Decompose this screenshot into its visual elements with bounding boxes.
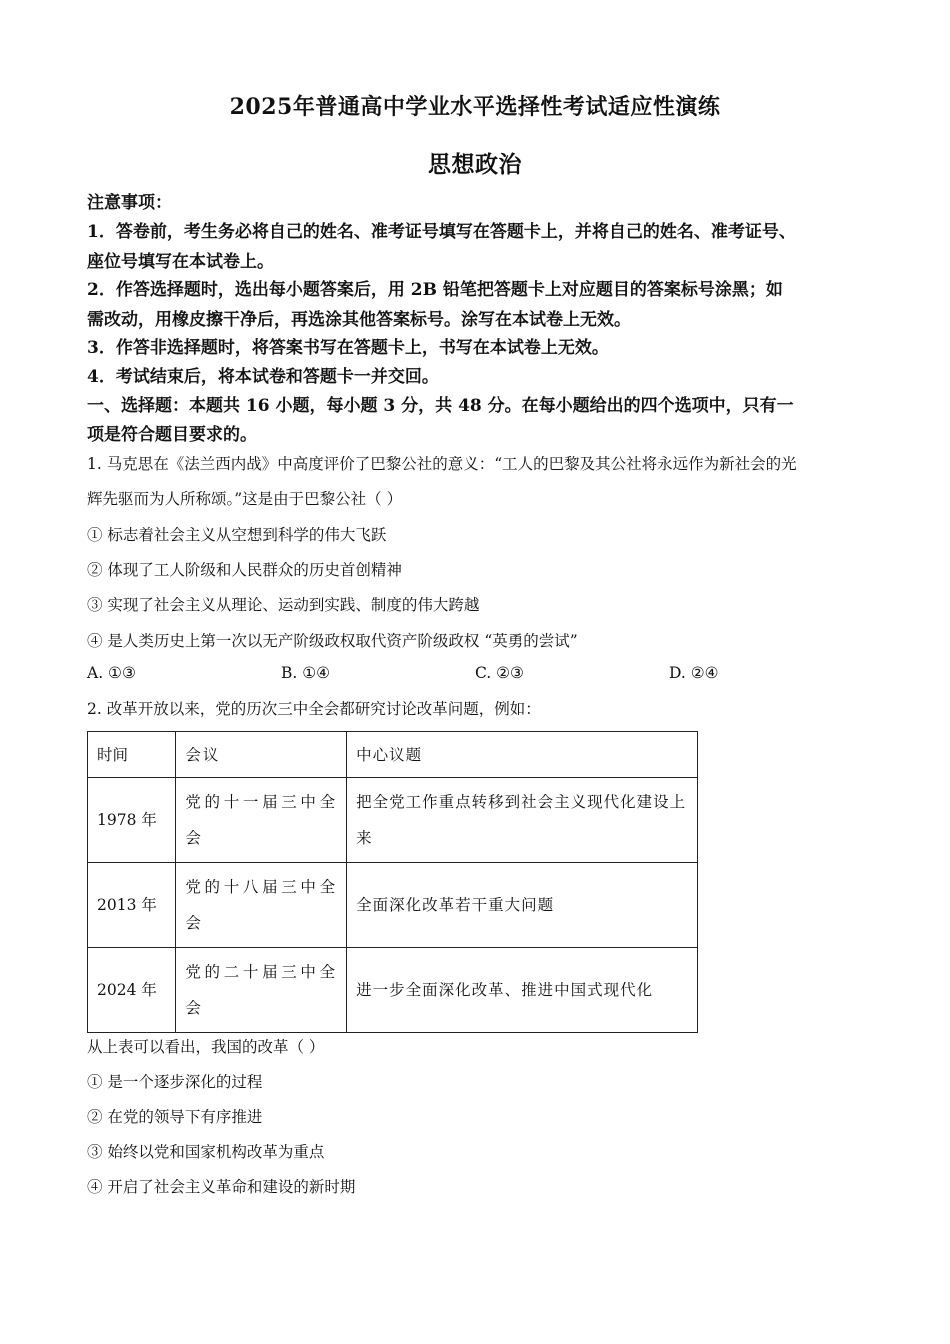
table-row	[88, 948, 698, 1033]
notice-line: 2．作答选择题时，选出每小题答案后，用 2B 铅笔把答题卡上对应题目的答案标号涂黑；如	[87, 280, 783, 300]
notice-line: 座位号填写在本试卷上。	[87, 252, 274, 272]
table-cell-meeting: 党的二十届三中全会	[176, 948, 347, 1033]
q1-item: ② 体现了工人阶级和人民群众的历史首创精神	[87, 561, 402, 579]
q2-item: ② 在党的领导下有序推进	[87, 1108, 263, 1126]
table-row	[88, 863, 698, 948]
table-header-cell: 时间	[88, 732, 176, 778]
q2-stem: 2. 改革开放以来，党的历次三中全会都研究讨论改革问题，例如：	[87, 700, 541, 718]
plenum-table	[87, 731, 698, 1033]
table-row	[88, 778, 698, 863]
q1-item: ④ 是人类历史上第一次以无产阶级政权取代资产阶级政权 “英勇的尝试”	[87, 632, 578, 650]
table-cell-year: 1978 年	[88, 778, 176, 863]
q2-followup: 从上表可以看出，我国的改革（ ）	[87, 1038, 325, 1056]
table-cell-meeting: 党的十一届三中全会	[176, 778, 347, 863]
notice-heading: 注意事项：	[87, 193, 172, 213]
notice-line: 3．作答非选择题时，将答案书写在答题卡上，书写在本试卷上无效。	[87, 338, 609, 358]
table-cell-topic: 把全党工作重点转移到社会主义现代化建设上来	[347, 778, 698, 863]
q1-item: ① 标志着社会主义从空想到科学的伟大飞跃	[87, 526, 387, 544]
q1-stem: 辉先驱而为人所称颂。”这是由于巴黎公社（ ）	[87, 490, 403, 508]
q1-option-a: A. ①③	[87, 664, 136, 682]
table-header-row	[88, 732, 698, 778]
q2-item: ③ 始终以党和国家机构改革为重点	[87, 1143, 325, 1161]
table-header-cell: 中心议题	[347, 732, 698, 778]
notice-line: 需改动，用橡皮擦干净后，再选涂其他答案标号。涂写在本试卷上无效。	[87, 310, 631, 330]
q1-option-d: D. ②④	[669, 664, 719, 682]
notice-line: 4．考试结束后，将本试卷和答题卡一并交回。	[87, 367, 439, 387]
table-cell-topic: 进一步全面深化改革、推进中国式现代化	[347, 948, 698, 1033]
notice-line: 1．答卷前，考生务必将自己的姓名、准考证号填写在答题卡上，并将自己的姓名、准考证号、	[87, 222, 796, 242]
q1-item: ③ 实现了社会主义从理论、运动到实践、制度的伟大跨越	[87, 596, 480, 614]
table-cell-meeting: 党的十八届三中全会	[176, 863, 347, 948]
subject-title: 思想政治	[428, 151, 522, 178]
section-heading: 一、选择题：本题共 16 小题，每小题 3 分，共 48 分。在每小题给出的四个选项中，只有一	[87, 396, 794, 416]
section-heading: 项是符合题目要求的。	[87, 425, 257, 445]
table-cell-year: 2013 年	[88, 863, 176, 948]
table-header-cell: 会议	[176, 732, 347, 778]
q1-stem: 1. 马克思在《法兰西内战》中高度评价了巴黎公社的意义：“工人的巴黎及其公社将永远作为新社会的光	[87, 455, 797, 473]
q2-item: ① 是一个逐步深化的过程	[87, 1073, 263, 1091]
q2-item: ④ 开启了社会主义革命和建设的新时期	[87, 1178, 356, 1196]
q1-option-c: C. ②③	[475, 664, 524, 682]
q1-option-b: B. ①④	[281, 664, 331, 682]
exam-title: 2025年普通高中学业水平选择性考试适应性演练	[229, 94, 721, 120]
table-cell-year: 2024 年	[88, 948, 176, 1033]
table-cell-topic: 全面深化改革若干重大问题	[347, 863, 698, 948]
